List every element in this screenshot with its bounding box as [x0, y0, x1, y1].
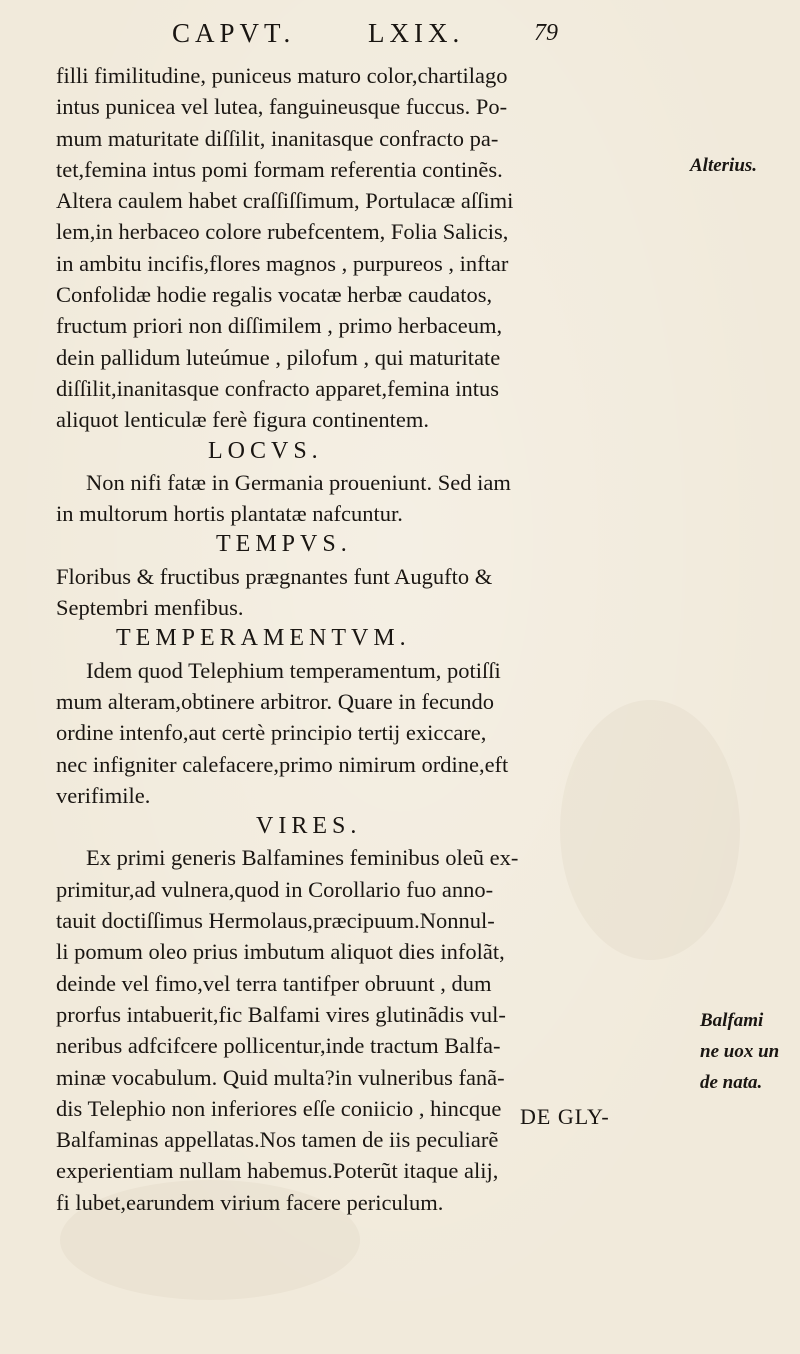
text-line: verifimile. — [56, 782, 151, 808]
text-line: dis Telephio non inferiores eſſe coniicio , hincque — [56, 1095, 502, 1121]
text-line: li pomum oleo prius imbutum aliquot dies infolãt, — [56, 939, 505, 965]
text-line: nec infigniter calefacere,primo nimirum ordine,eft — [56, 751, 509, 777]
text-line: Altera caulem habet craſſiſſimum, Portulacæ aſſimi — [56, 188, 514, 214]
text-line: aliquot lenticulæ ferè figura continentem. — [56, 407, 429, 433]
text-line: deinde vel fimo,vel terra tantifper obruunt , dum — [56, 970, 492, 996]
text-line: ordine intenfo,aut certè principio tertij exiccare, — [56, 720, 487, 746]
text-line: Idem quod Telephium temperamentum, potiſſi — [86, 657, 501, 683]
text-line: neribus adfcifcere pollicentur,inde tractum Balfa- — [56, 1033, 501, 1059]
text-line: Confolidæ hodie regalis vocatæ herbæ caudatos, — [56, 282, 493, 308]
section-heading-tempus: TEMPVS. — [216, 531, 352, 558]
text-line: in ambitu incifis,flores magnos , purpureos , inftar — [56, 250, 509, 276]
text-line: diſſilit,inanitasque confracto apparet,femina intus — [56, 375, 499, 401]
section-heading-temperamentum: TEMPERAMENTVM. — [116, 625, 411, 652]
text-line: Septembri menfibus. — [56, 595, 244, 621]
running-head — [150, 18, 610, 52]
text-line: prorfus intabuerit,fic Balfami vires glutinãdis vul- — [56, 1001, 506, 1027]
chapter-label: CAPVT. — [172, 18, 296, 48]
margin-note-balsami: ne uox un — [700, 1041, 780, 1062]
text-line: fi lubet,earundem virium facere periculum. — [56, 1189, 444, 1215]
text-line: filli fimilitudine, puniceus maturo color,chartilago — [56, 63, 508, 88]
text-line: Ex primi generis Balfamines feminibus oleũ ex- — [86, 845, 519, 871]
page-number: 79 — [534, 20, 558, 46]
text-line: experientiam nullam habemus.Poterũt itaque alij, — [56, 1158, 499, 1184]
text-line: intus punicea vel lutea, fanguineusque fuccus. Po- — [56, 94, 508, 120]
section-heading-locus: LOCVS. — [208, 437, 323, 464]
text-line: fructum priori non diſſimilem , primo herbaceum, — [56, 313, 503, 339]
text-line: mum alteram,obtinere arbitror. Quare in fecundo — [56, 688, 494, 714]
text-line: mum maturitate diſſilit, inanitasque confracto pa- — [56, 125, 499, 151]
text-line: tet,femina intus pomi formam referentia continẽs. — [56, 156, 503, 182]
text-line: lem,in herbaceo colore rubefcentem, Folia Salicis, — [56, 219, 509, 245]
section-heading-vires: VIRES. — [256, 813, 362, 840]
text-line: primitur,ad vulnera,quod in Corollario fuo anno- — [56, 876, 494, 902]
text-line: Floribus & fructibus prægnantes funt Augufto & — [56, 563, 493, 589]
catchword: DE GLY- — [520, 1104, 610, 1129]
text-line: dein pallidum luteúmue , pilofum , qui maturitate — [56, 344, 501, 370]
margin-note-balsami: de nata. — [700, 1072, 763, 1093]
margin-note-alterius: Alterius. — [690, 155, 758, 176]
body-text — [56, 60, 636, 1218]
text-line: Balfaminas appellatas.Nos tamen de iis peculiarẽ — [56, 1127, 499, 1153]
text-line: in multorum hortis plantatæ nafcuntur. — [56, 501, 403, 527]
text-line: tauit doctiſſimus Hermolaus,præcipuum.Nonnul- — [56, 908, 495, 934]
text-line: Non nifi fatæ in Germania proueniunt. Sed iam — [86, 469, 511, 495]
chapter-number: LXIX. — [368, 18, 465, 48]
margin-note-balsami: Balfami — [700, 1010, 764, 1031]
text-line: minæ vocabulum. Quid multa?in vulneribus fanã- — [56, 1064, 505, 1090]
